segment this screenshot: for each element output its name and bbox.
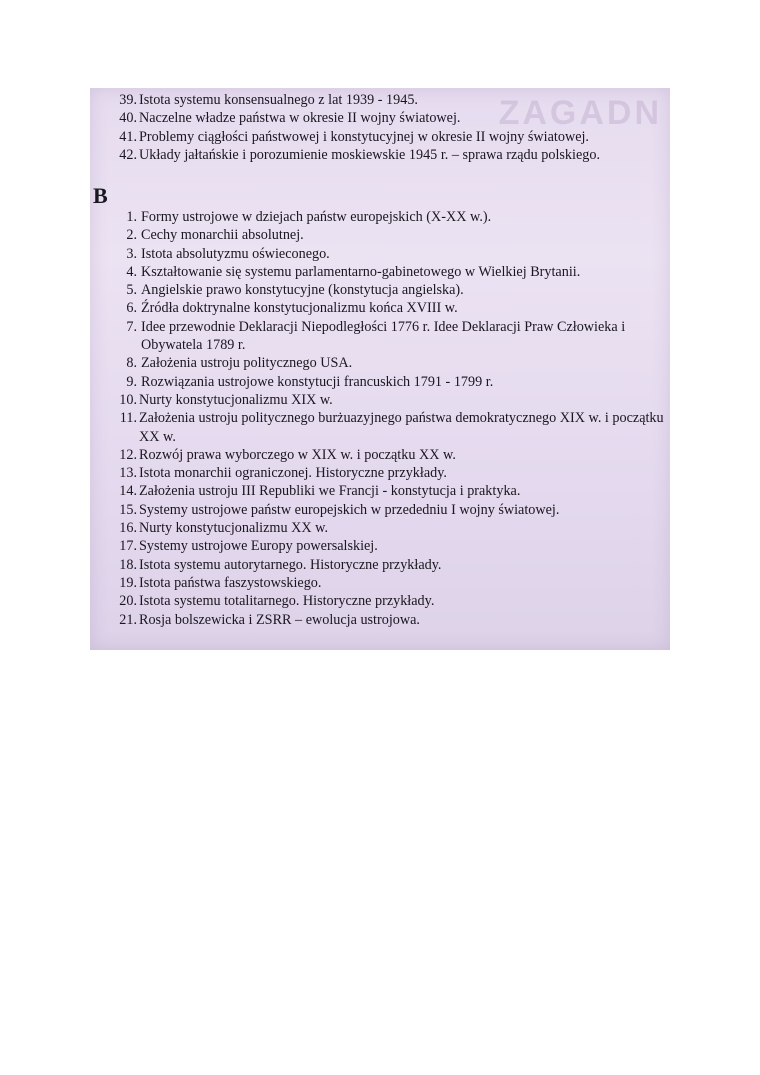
item-text: Problemy ciągłości państwowej i konstytucyjnej w okresie II wojny światowej. [139,128,589,145]
section-a-list [115,91,667,164]
list-item [110,519,666,537]
list-item [115,128,667,146]
item-number: 40. [119,110,137,127]
item-number: 17. [119,538,137,555]
list-item [110,556,666,574]
list-item [110,482,666,500]
item-number: 6. [126,300,137,317]
item-number: 7. [126,318,137,335]
item-text: Istota systemu autorytarnego. Historyczne przykłady. [139,556,442,573]
item-number: 8. [126,355,137,372]
list-item [110,501,666,519]
item-number: 10. [119,391,137,408]
item-number: 3. [126,245,137,262]
list-item [110,299,666,317]
item-text: Rozwój prawa wyborczego w XIX w. i początku XX w. [139,446,456,463]
section-b-heading: B [93,183,108,208]
item-text: Założenia ustroju III Republiki we Francji - konstytucja i praktyka. [139,483,521,500]
item-number: 20. [119,593,137,610]
scanned-page [90,88,670,650]
list-item [110,226,666,244]
list-item [115,109,667,127]
section-b-list [110,208,666,629]
item-text: Systemy ustrojowe Europy powersalskiej. [139,538,378,555]
item-number: 14. [119,483,137,500]
item-number: 39. [119,92,137,108]
item-text: Istota systemu konsensualnego z lat 1939 - 1945. [139,92,418,108]
item-number: 41. [119,128,137,145]
list-item [110,318,666,355]
item-text: Nurty konstytucjonalizmu XX w. [139,520,329,537]
item-number: 5. [126,282,137,299]
list-item [110,537,666,555]
item-number: 13. [119,465,137,482]
list-item [110,446,666,464]
list-item [110,373,666,391]
list-item [110,263,666,281]
item-number: 42. [119,146,137,163]
item-text: Formy ustrojowe w dziejach państw europejskich (X-XX w.). [141,209,492,225]
item-text: Kształtowanie się systemu parlamentarno-gabinetowego w Wielkiej Brytanii. [141,263,581,280]
item-text: Układy jałtańskie i porozumienie moskiewskie 1945 r. – sprawa rządu polskiego. [139,146,600,163]
list-item [110,208,666,226]
item-text: Systemy ustrojowe państw europejskich w przededniu I wojny światowej. [139,501,560,518]
item-text: Istota systemu totalitarnego. Historyczne przykłady. [139,593,435,610]
item-number: 11. [119,410,137,427]
item-number: 2. [126,227,137,244]
item-number: 16. [119,520,137,537]
list-item [110,464,666,482]
list-item [110,281,666,299]
list-item [115,146,667,164]
item-text: Istota monarchii ograniczonej. Historyczne przykłady. [139,465,447,482]
list-item [115,91,667,109]
item-text: Założenia ustroju politycznego USA. [141,355,353,372]
show-through-heading: ZAGADN [498,94,662,132]
item-number: 9. [126,373,137,390]
item-number: 12. [119,446,137,463]
list-item [110,611,666,629]
item-text: Nurty konstytucjonalizmu XIX w. [139,391,333,408]
item-number: 18. [119,556,137,573]
list-item [110,592,666,610]
list-item [110,245,666,263]
item-text: Naczelne władze państwa w okresie II wojny światowej. [139,110,461,127]
item-text: Założenia ustroju politycznego burżuazyjnego państwa demokratycznego XIX w. i początku XX w. [139,410,664,445]
item-text: Rozwiązania ustrojowe konstytucji francuskich 1791 - 1799 r. [141,373,494,390]
item-text: Cechy monarchii absolutnej. [141,227,304,244]
item-text: Źródła doktrynalne konstytucjonalizmu końca XVIII w. [141,300,458,317]
item-text: Istota państwa faszystowskiego. [139,574,322,591]
item-number: 4. [126,263,137,280]
item-number: 19. [119,574,137,591]
item-text: Idee przewodnie Deklaracji Niepodległości 1776 r. Idee Deklaracji Praw Człowieka i Obywatela 1789 r. [141,318,626,354]
list-item [110,354,666,372]
item-text: Istota absolutyzmu oświeconego. [141,245,330,262]
item-number: 15. [119,501,137,518]
list-item [110,391,666,409]
list-item [110,574,666,592]
item-text: Angielskie prawo konstytucyjne (konstytucja angielska). [141,282,464,299]
item-number: 21. [119,611,137,628]
item-number: 1. [126,209,137,225]
item-text: Rosja bolszewicka i ZSRR – ewolucja ustrojowa. [139,611,420,628]
list-item [110,409,666,446]
